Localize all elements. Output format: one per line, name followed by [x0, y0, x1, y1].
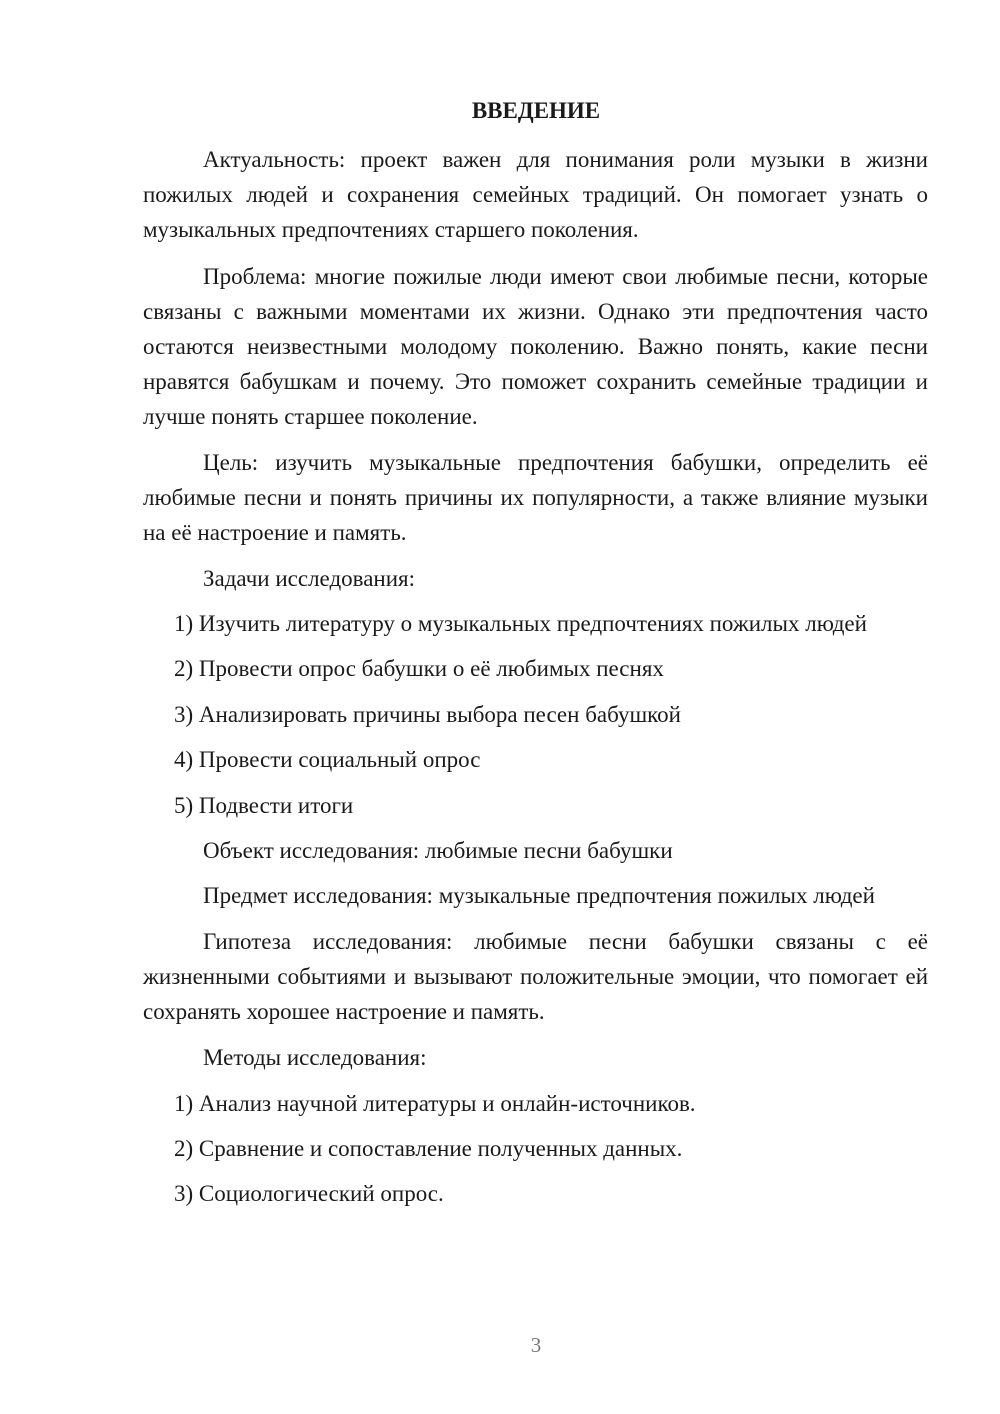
task-item-3: 3) Анализировать причины выбора песен бабушкой [174, 702, 681, 727]
research-subject: Предмет исследования: музыкальные предпочтения пожилых людей [203, 883, 875, 908]
problem-paragraph: Проблема: многие пожилые люди имеют свои любимые песни, которые связаны с важными моментами их жизни. Однако эти предпочтения часто остаются неизвестными молодому поколению. Важно понять, какие песни нравятся бабушкам и почему. Это поможет сохранить семейные традиции и лучше понять старшее поколение. [143, 264, 928, 429]
methods-label: Методы исследования: [203, 1045, 427, 1070]
task-item-1: 1) Изучить литературу о музыкальных предпочтениях пожилых людей [174, 611, 867, 636]
method-item-3: 3) Социологический опрос. [174, 1181, 444, 1206]
section-heading: ВВЕДЕНИЕ [471, 98, 601, 123]
research-object: Объект исследования: любимые песни бабушки [203, 838, 673, 863]
task-item-4: 4) Провести социальный опрос [174, 747, 481, 772]
page-number: 3 [530, 1333, 542, 1357]
relevance-paragraph: Актуальность: проект важен для понимания роли музыки в жизни пожилых людей и сохранения семейных традиций. Он помогает узнать о музыкальных предпочтениях старшего поколения. [143, 147, 928, 242]
hypothesis-paragraph: Гипотеза исследования: любимые песни бабушки связаны с её жизненными событиями и вызывают положительные эмоции, что помогает ей сохранять хорошее настроение и память. [143, 929, 928, 1024]
goal-paragraph: Цель: изучить музыкальные предпочтения бабушки, определить её любимые песни и понять причины их популярности, а также влияние музыки на её настроение и память. [143, 450, 928, 545]
task-item-5: 5) Подвести итоги [174, 793, 354, 818]
method-item-1: 1) Анализ научной литературы и онлайн-источников. [174, 1091, 696, 1116]
task-item-2: 2) Провести опрос бабушки о её любимых песнях [174, 656, 664, 681]
tasks-label: Задачи исследования: [203, 566, 416, 591]
method-item-2: 2) Сравнение и сопоставление полученных данных. [174, 1136, 683, 1161]
